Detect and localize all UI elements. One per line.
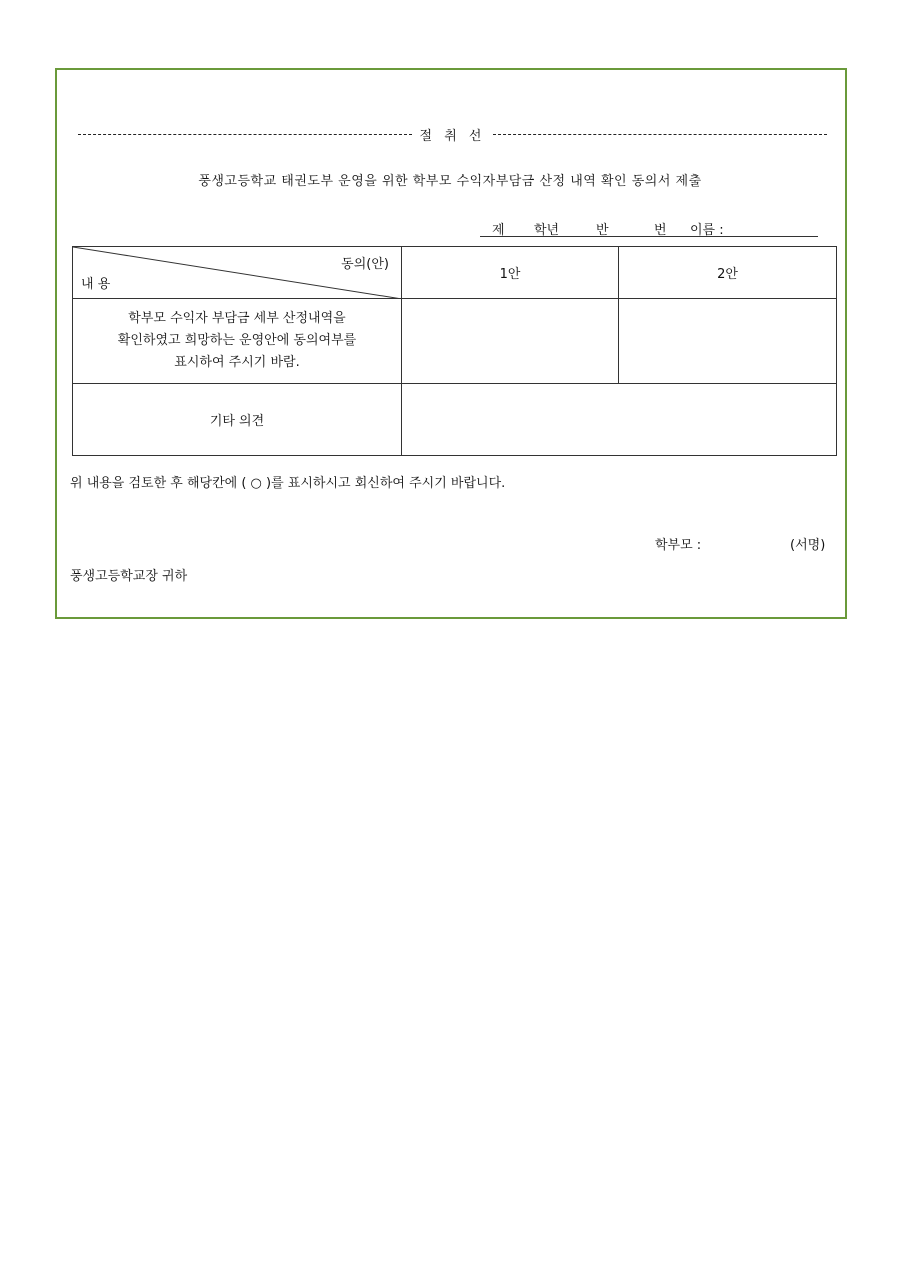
diagonal-header-cell [73,247,402,299]
number-label: 번 [654,223,667,238]
grade-prefix: 제 [492,223,505,238]
option1-header: 1안 [402,247,619,299]
consent-description-text: 학부모 수익자 부담금 세부 산정내역을 확인하였고 희망하는 운영안에 동의여부를 표시하여 주시기 바람. [117,311,357,370]
instruction-text: 위 내용을 검토한 후 해당칸에 ( ○ )를 표시하시고 회신하여 주시기 바랍니다. [70,476,506,491]
cut-line [78,124,827,144]
other-opinion-label: 기타 의견 [73,384,402,456]
addressee: 풍생고등학교장 귀하 [70,569,188,584]
cut-line-dash-left [78,134,412,135]
consent-table [72,246,837,456]
option2-header: 2안 [619,247,837,299]
signature-label: (서명) [790,538,826,553]
cut-line-dash-right [493,134,827,135]
form-title: 풍생고등학교 태권도부 운영을 위한 학부모 수익자부담금 산정 내역 확인 동의서 제출 [198,174,702,189]
student-info-line [480,219,818,237]
parent-signature-line [655,534,826,553]
other-opinion-cell[interactable] [402,384,837,456]
header-agree: 동의(안) [341,257,389,272]
name-label: 이름 : [690,223,724,238]
consent-description [73,299,402,384]
cut-line-label: 절 취 선 [419,128,486,144]
class-label: 반 [596,223,609,238]
option1-mark-cell[interactable] [402,299,619,384]
grade-label: 학년 [534,223,560,238]
option2-mark-cell[interactable] [619,299,837,384]
parent-label: 학부모 : [655,538,702,553]
header-content: 내 용 [81,277,111,292]
